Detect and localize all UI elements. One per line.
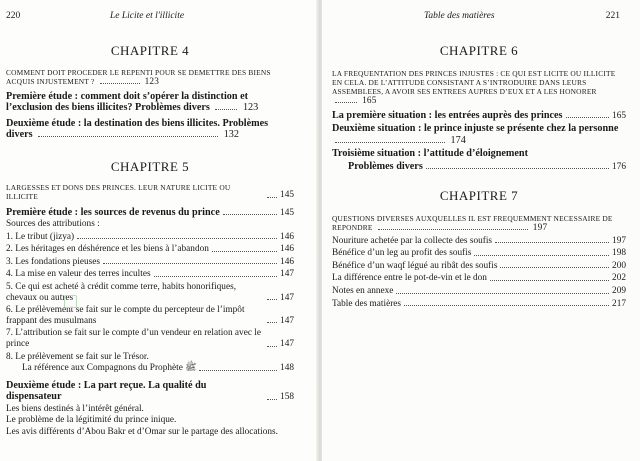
toc-leader [490,280,609,281]
toc-entry [6,68,294,88]
toc-entry-text: La référence aux Compagnons du Prophète ﷺ [22,363,197,374]
toc-entry-text: 5. Ce qui est acheté à crédit comme terre, habits honorifiques, chevaux ou autres [6,282,237,303]
toc-leader [426,168,609,169]
toc-entry-text: Notes en annexe [332,286,394,297]
chapter-7-title: CHAPITRE 7 [439,188,519,204]
chapter-6-entries [332,69,626,172]
toc-leader [378,229,528,230]
toc-leader [495,242,609,243]
toc-entry-text: 1. Le tribut (jizya) [6,231,75,242]
chapter-4-entries [6,68,294,141]
toc-entry-text: Troisième situation : l’attitude d’éloignement [332,148,528,160]
toc-subheading: Sources des attributions : [6,219,100,230]
toc-leader [267,299,277,300]
toc-entry-page: 132 [223,129,239,141]
toc-entry [6,269,294,280]
toc-entry-page: 146 [280,231,294,242]
toc-entry-page: 147 [280,292,294,303]
toc-subitem: Les avis différents d’Abou Bakr et d’Omar sur le partage des allocations. [6,427,278,437]
toc-entry-text: 3. Les fondations pieuses [6,256,100,267]
toc-entry [6,118,294,141]
toc-leader [267,399,277,400]
toc-leader [212,251,277,252]
right-page [322,0,640,461]
toc-entry [6,257,294,268]
toc-entry-page: 145 [280,207,294,218]
toc-entry [332,299,626,310]
toc-entry [6,328,294,349]
toc-entry [6,305,294,326]
toc-entry [332,69,626,107]
toc-entry-page: 158 [280,392,294,403]
toc-leader [100,83,140,84]
toc-entry [332,273,626,284]
chapter-7-entries [332,214,626,309]
toc-entry-page: 123 [144,77,160,87]
toc-entry-page: 197 [532,223,548,234]
toc-leader [335,142,445,143]
toc-leader [38,136,218,137]
toc-entry-page: 197 [612,235,626,246]
toc-entry-page: 148 [280,363,294,374]
toc-entry-page: 145 [280,190,294,200]
toc-entry-page: 147 [280,269,294,280]
toc-entry [6,380,294,403]
watermark-stamp [64,295,77,308]
toc-entry-page: 146 [280,244,294,255]
toc-entry-text: LA FREQUENTATION DES PRINCES INJUSTES : CE QUI EST LICITE OU ILLICITE EN CELA. DE L’ATTITUDE CONSISTANT A S’INTRODUIRE DANS LEURS ASSEMBLEES, A AVOIR SES ENTREES AUPRES D’EUX ET A LES HONORER [332,69,616,96]
toc-entry [332,161,626,173]
toc-entry-page: 147 [280,339,294,350]
toc-leader [154,276,277,277]
toc-leader [396,293,609,294]
toc-leader [267,197,277,198]
toc-leader [223,214,277,215]
toc-entry-text: 4. La mise en valeur des terres incultes [6,269,151,280]
toc-entry-page: 200 [612,260,626,271]
toc-entry-text: LARGESSES ET DONS DES PRINCES. LEUR NATURE LICITE OU ILLICITE [6,182,231,201]
toc-entry [6,232,294,243]
toc-entry [6,282,294,303]
toc-entry-page: 165 [362,96,377,106]
toc-entry [332,214,626,234]
toc-entry [6,363,294,374]
toc-entry-text: 7. L’attribution se fait sur le compte d’un vendeur en relation avec le prince [6,328,261,350]
toc-entry [332,236,626,247]
left-running-title: Le Licite et l'illicite [110,11,185,21]
toc-entry-page: 209 [612,286,626,297]
toc-leader [404,305,609,306]
toc-entry-text: La première situation : les entrées auprès des princes [332,109,563,121]
toc-leader [335,102,357,103]
left-running-head [6,11,294,31]
chapter-5-title: CHAPITRE 5 [110,158,190,174]
toc-leader [215,109,237,110]
toc-entry-page: 202 [612,273,626,284]
toc-subitem: Le problème de la légitimité du prince inique. [6,415,177,426]
toc-entry-page: 146 [280,256,294,267]
toc-entry [6,207,294,219]
left-page [0,0,318,461]
toc-entry-text: Problèmes divers [348,160,423,172]
chapter-4-title: CHAPITRE 4 [110,43,190,58]
toc-entry-page: 217 [612,298,626,309]
toc-leader [566,117,610,118]
chapter-5-entries [6,183,294,438]
toc-entry-text: Table des matières [332,298,402,309]
toc-entry [332,248,626,259]
toc-entry [332,110,626,122]
toc-entry [332,286,626,297]
toc-entry-text: 2. Les héritages en déshérence et les biens à l’abandon [6,244,209,255]
toc-leader [474,255,609,256]
toc-entry-text: La différence entre le pot-de-vin et le don [332,273,487,284]
toc-subitem: 8. Le prélèvement se fait sur le Trésor. [6,351,149,362]
toc-entry-text: Première étude : les sources de revenus du prince [6,206,220,218]
chapter-6-title: CHAPITRE 6 [439,43,519,58]
toc-entry-page: 176 [612,161,626,172]
toc-entry-text: Bénéfice d’un leg au profit des soufis [332,248,472,259]
toc-leader [77,238,277,239]
toc-entry-page: 174 [450,134,466,146]
toc-entry [6,244,294,255]
toc-entry-text: Première étude : comment doit s’opérer la distinction et l’exclusion des biens illicites? Problèmes divers [6,90,248,114]
toc-entry-page: 198 [612,248,626,259]
toc-entry [332,261,626,272]
toc-entry-text: Bénéfice d’un waqf légué au ribât des soufis [332,260,498,271]
toc-leader [199,370,277,371]
toc-entry [332,123,626,146]
toc-entry-text: Deuxième situation : le prince injuste se présente chez la personne [332,123,619,135]
toc-entry-page: 123 [242,102,259,114]
toc-entry [6,91,294,114]
right-page-number: 221 [605,11,620,21]
toc-leader [267,322,277,323]
left-page-number: 220 [6,11,21,21]
toc-entry-text: Deuxième étude : La part reçue. La qualité du dispensateur [6,379,207,403]
toc-leader [103,263,277,264]
toc-leader [500,267,609,268]
toc-entry-text: 6. Le prélèvement se fait sur le compte du percepteur de l’impôt frappant des musulmans [6,305,245,326]
toc-entry-page: 147 [280,315,294,326]
toc-leader [267,346,277,347]
toc-entry-text: QUESTIONS DIVERSES AUXQUELLES IL EST FREQUEMMENT NECESSAIRE DE REPONDRE [332,214,613,233]
toc-entry [6,183,294,201]
toc-entry-text: Deuxième étude : la destination des biens illicites. Problèmes divers [6,117,269,141]
toc-entry-text: Nouriture achetée par la collecte des soufis [332,235,493,246]
toc-entry-page: 165 [612,110,626,121]
right-running-title: Table des matières [424,11,495,21]
toc-subitem: Les biens destinés à l’intérêt général. [6,403,144,414]
right-running-head [332,11,626,31]
toc-entry-text: COMMENT DOIT PROCEDER LE REPENTI POUR SE DEMETTRE DES BIENS ACQUIS INJUSTEMENT ? [6,68,271,86]
